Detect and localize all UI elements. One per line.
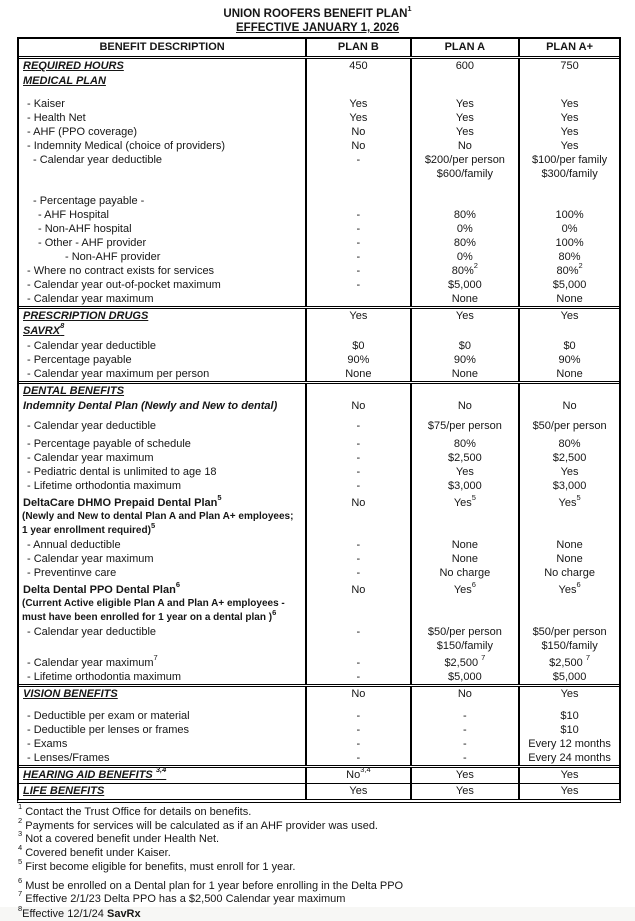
table-row (19, 684, 619, 702)
cell-plan-b: - (305, 451, 409, 465)
cell-plan-a-plus: Yes (518, 687, 619, 702)
cell-plan-b: - (305, 737, 409, 751)
table-row (19, 451, 619, 465)
cell-plan-a: Yes$^5$ (410, 496, 519, 510)
spacer-cell (518, 181, 619, 194)
table-row (19, 566, 619, 580)
cell-plan-b: No (305, 125, 409, 139)
cell-plan-b (305, 524, 409, 538)
spacer-cell (19, 702, 305, 709)
row-label: 1 year enrollment required)$^5$ (19, 524, 305, 538)
spacer-row (19, 702, 619, 709)
table-row (19, 524, 619, 538)
cell-plan-b: None (305, 367, 409, 381)
cell-plan-b (305, 74, 409, 89)
cell-plan-a-plus: $5,000 (518, 670, 619, 684)
cell-plan-a-plus: None (518, 292, 619, 306)
table-row (19, 611, 619, 625)
page-subtitle: EFFECTIVE JANUARY 1, 2026 (0, 21, 635, 35)
cell-plan-b: - (305, 479, 409, 493)
table-row (19, 194, 619, 208)
table-row (19, 419, 619, 433)
cell-plan-b (305, 611, 409, 625)
cell-plan-b (305, 597, 409, 611)
cell-plan-a-plus: 100% (518, 208, 619, 222)
row-label: HEARING AID BENEFITS $^{3,4}$ (19, 768, 305, 783)
cell-plan-a-plus: $5,000 (518, 278, 619, 292)
cell-plan-a-plus: None (518, 552, 619, 566)
cell-plan-a-plus (518, 194, 619, 208)
footnote: $^1$ Contact the Trust Office for details on benefits. (18, 806, 635, 820)
cell-plan-b: - (305, 437, 409, 451)
cell-plan-b: Yes (305, 97, 409, 111)
table-body (19, 59, 619, 799)
cell-plan-b (305, 384, 409, 399)
cell-plan-a: $2,500 (410, 451, 519, 465)
row-label: - Preventinve care (19, 566, 305, 580)
cell-plan-b: - (305, 670, 409, 684)
cell-plan-a (410, 597, 519, 611)
table-row (19, 222, 619, 236)
cell-plan-a-plus: $50/per person $150/family (518, 625, 619, 653)
row-label: - Exams (19, 737, 305, 751)
row-label: Delta Dental PPO Dental Plan$^6$ (19, 583, 305, 597)
cell-plan-a: - (410, 723, 519, 737)
cell-plan-b: No (305, 139, 409, 153)
row-label: - Annual deductible (19, 538, 305, 552)
row-label: - Calendar year maximum (19, 552, 305, 566)
spacer-cell (410, 702, 519, 709)
cell-plan-a: Yes (410, 125, 519, 139)
table-row (19, 292, 619, 306)
cell-plan-a: No (410, 139, 519, 153)
cell-plan-a-plus: $10 (518, 723, 619, 737)
row-label: (Newly and New to dental Plan A and Plan A+ employees; (19, 510, 305, 524)
table-row (19, 751, 619, 765)
table-row (19, 125, 619, 139)
row-label: - Calendar year out-of-pocket maximum (19, 278, 305, 292)
cell-plan-a (410, 194, 519, 208)
row-label: - Percentage payable - (19, 194, 305, 208)
cell-plan-b: - (305, 566, 409, 580)
cell-plan-b: - (305, 465, 409, 479)
cell-plan-b: - (305, 236, 409, 250)
table-row (19, 250, 619, 264)
cell-plan-a: 90% (410, 353, 519, 367)
cell-plan-a: - (410, 737, 519, 751)
spacer-cell (19, 89, 305, 97)
spacer-cell (410, 181, 519, 194)
cell-plan-a-plus: $50/per person (518, 419, 619, 433)
footnote: $^5$ First become eligible for benefits, must enroll for 1 year. (18, 861, 635, 875)
row-label: - Lifetime orthodontia maximum (19, 670, 305, 684)
table-row (19, 737, 619, 751)
cell-plan-b (305, 510, 409, 524)
cell-plan-b: - (305, 222, 409, 236)
table-row (19, 339, 619, 353)
cell-plan-a-plus: Yes (518, 309, 619, 324)
cell-plan-b: - (305, 552, 409, 566)
cell-plan-a: $200/per person $600/family (410, 153, 519, 181)
table-row (19, 709, 619, 723)
spacer-cell (305, 181, 409, 194)
cell-plan-b: - (305, 656, 409, 670)
cell-plan-b: No (305, 399, 409, 413)
cell-plan-a: Yes (410, 465, 519, 479)
spacer-cell (518, 702, 619, 709)
table-row (19, 264, 619, 278)
row-label: - Calendar year maximum per person (19, 367, 305, 381)
table-header-row (19, 39, 619, 59)
cell-plan-a: 0% (410, 250, 519, 264)
cell-plan-a-plus (518, 524, 619, 538)
cell-plan-a: $2,500 $^7$ (410, 656, 519, 670)
table-row (19, 538, 619, 552)
table-row (19, 656, 619, 670)
table-row (19, 479, 619, 493)
row-label: Indemnity Dental Plan (Newly and New to dental) (19, 399, 305, 413)
table-row (19, 208, 619, 222)
row-label: - Calendar year maximum (19, 451, 305, 465)
cell-plan-b: - (305, 723, 409, 737)
cell-plan-a-plus: Yes (518, 768, 619, 783)
cell-plan-b: No (305, 687, 409, 702)
row-label: - Where no contract exists for services (19, 264, 305, 278)
table-row (19, 670, 619, 684)
cell-plan-a: No (410, 399, 519, 413)
cell-plan-a-plus (518, 384, 619, 399)
cell-plan-a (410, 510, 519, 524)
row-label: - Health Net (19, 111, 305, 125)
column-header-benefit-description: BENEFIT DESCRIPTION (19, 39, 305, 56)
cell-plan-b: Yes (305, 309, 409, 324)
cell-plan-a: Yes (410, 97, 519, 111)
table-row (19, 381, 619, 399)
cell-plan-a-plus: $0 (518, 339, 619, 353)
cell-plan-a: Yes (410, 768, 519, 783)
cell-plan-b: - (305, 153, 409, 181)
row-label: - Deductible per lenses or frames (19, 723, 305, 737)
table-row (19, 583, 619, 597)
cell-plan-a-plus: Yes (518, 97, 619, 111)
cell-plan-a-plus: $100/per family $300/family (518, 153, 619, 181)
cell-plan-b: - (305, 250, 409, 264)
cell-plan-a-plus: Yes (518, 784, 619, 799)
cell-plan-a: None (410, 292, 519, 306)
cell-plan-b: $0 (305, 339, 409, 353)
cell-plan-a-plus: 90% (518, 353, 619, 367)
column-header-plan-a: PLAN A (410, 39, 519, 56)
cell-plan-b: No (305, 496, 409, 510)
footnote: $^3$ Not a covered benefit under Health Net. (18, 833, 635, 847)
cell-plan-a-plus: Yes (518, 111, 619, 125)
row-label: - Calendar year deductible (19, 625, 305, 653)
row-label: MEDICAL PLAN (19, 74, 305, 89)
row-label: DENTAL BENEFITS (19, 384, 305, 399)
table-row (19, 437, 619, 451)
table-row (19, 465, 619, 479)
column-header-plan-b: PLAN B (305, 39, 409, 56)
row-label: - Lenses/Frames (19, 751, 305, 765)
cell-plan-a-plus: $3,000 (518, 479, 619, 493)
cell-plan-b: No (305, 583, 409, 597)
cell-plan-b (305, 292, 409, 306)
cell-plan-a-plus: None (518, 538, 619, 552)
cell-plan-a (410, 74, 519, 89)
cell-plan-b: No$^{3,4}$ (305, 768, 409, 783)
spacer-row (19, 89, 619, 97)
cell-plan-a-plus: 80% (518, 437, 619, 451)
cell-plan-a (410, 611, 519, 625)
cell-plan-b: - (305, 538, 409, 552)
spacer-cell (19, 181, 305, 194)
cell-plan-b (305, 194, 409, 208)
row-label: (Current Active eligible Plan A and Plan A+ employees - (19, 597, 305, 611)
table-row (19, 59, 619, 74)
spacer-cell (305, 702, 409, 709)
cell-plan-a-plus: Yes$^6$ (518, 583, 619, 597)
table-row (19, 111, 619, 125)
cell-plan-b: - (305, 264, 409, 278)
cell-plan-a-plus (518, 611, 619, 625)
cell-plan-a: None (410, 367, 519, 381)
cell-plan-a-plus: Yes (518, 125, 619, 139)
row-label: DeltaCare DHMO Prepaid Dental Plan$^5$ (19, 496, 305, 510)
row-label: must have been enrolled for 1 year on a dental plan )$^6$ (19, 611, 305, 625)
row-label: PRESCRIPTION DRUGS (19, 309, 305, 324)
cell-plan-a: $50/per person $150/family (410, 625, 519, 653)
cell-plan-a-plus: 100% (518, 236, 619, 250)
cell-plan-b: 90% (305, 353, 409, 367)
cell-plan-a-plus: 80% (518, 250, 619, 264)
cell-plan-b: - (305, 419, 409, 433)
page-title: UNION ROOFERS BENEFIT PLAN$^1$ (0, 0, 635, 21)
cell-plan-a (410, 324, 519, 339)
cell-plan-b: - (305, 751, 409, 765)
table-row (19, 353, 619, 367)
cell-plan-a-plus: 0% (518, 222, 619, 236)
cell-plan-a-plus: No (518, 399, 619, 413)
footnote: $^2$ Payments for services will be calculated as if an AHF provider was used. (18, 820, 635, 834)
row-label: REQUIRED HOURS (19, 59, 305, 74)
footnotes (18, 806, 635, 921)
cell-plan-a: Yes$^6$ (410, 583, 519, 597)
cell-plan-a: Yes (410, 309, 519, 324)
row-label: - Deductible per exam or material (19, 709, 305, 723)
spacer-row (19, 181, 619, 194)
row-label: - Calendar year maximum$^7$ (19, 656, 305, 670)
cell-plan-a: $3,000 (410, 479, 519, 493)
row-label: - Pediatric dental is unlimited to age 18 (19, 465, 305, 479)
cell-plan-a-plus: $2,500 (518, 451, 619, 465)
row-label: - AHF Hospital (19, 208, 305, 222)
cell-plan-a: 80% (410, 437, 519, 451)
cell-plan-a: Yes (410, 111, 519, 125)
table-row (19, 74, 619, 89)
row-label: VISION BENEFITS (19, 687, 305, 702)
cell-plan-a-plus: $10 (518, 709, 619, 723)
row-label: - Calendar year deductible (19, 339, 305, 353)
cell-plan-b: 450 (305, 59, 409, 74)
cell-plan-a: 80%$^2$ (410, 264, 519, 278)
cell-plan-a-plus (518, 74, 619, 89)
cell-plan-a: 80% (410, 236, 519, 250)
row-label: - AHF (PPO coverage) (19, 125, 305, 139)
cell-plan-a-plus: Every 24 months (518, 751, 619, 765)
table-row (19, 153, 619, 181)
spacer-cell (518, 89, 619, 97)
row-label: - Other - AHF provider (19, 236, 305, 250)
cell-plan-b: - (305, 278, 409, 292)
table-row (19, 236, 619, 250)
row-label: SAVRX$^8$ (19, 324, 305, 339)
table-row (19, 723, 619, 737)
cell-plan-b (305, 324, 409, 339)
spacer-cell (305, 89, 409, 97)
cell-plan-a: - (410, 751, 519, 765)
row-label: - Kaiser (19, 97, 305, 111)
cell-plan-b: - (305, 625, 409, 653)
benefits-table (17, 37, 621, 803)
cell-plan-a-plus: Every 12 months (518, 737, 619, 751)
cell-plan-a: Yes (410, 784, 519, 799)
cell-plan-b: Yes (305, 784, 409, 799)
row-label: - Lifetime orthodontia maximum (19, 479, 305, 493)
column-header-plan-a-plus: PLAN A+ (518, 39, 619, 56)
cell-plan-a: $5,000 (410, 670, 519, 684)
cell-plan-a: $5,000 (410, 278, 519, 292)
row-label: - Indemnity Medical (choice of providers) (19, 139, 305, 153)
table-row (19, 306, 619, 324)
row-label: - Calendar year deductible (19, 153, 305, 181)
cell-plan-a: None (410, 538, 519, 552)
table-row (19, 139, 619, 153)
table-row (19, 496, 619, 510)
cell-plan-a-plus (518, 324, 619, 339)
cell-plan-a (410, 524, 519, 538)
row-label: - Calendar year maximum (19, 292, 305, 306)
cell-plan-a: No (410, 687, 519, 702)
cell-plan-b: - (305, 208, 409, 222)
cell-plan-b: - (305, 709, 409, 723)
table-row (19, 597, 619, 611)
footnote: $^6$ Must be enrolled on a Dental plan for 1 year before enrolling in the Delta PPO (18, 880, 635, 894)
cell-plan-a: $75/per person (410, 419, 519, 433)
cell-plan-a-plus: Yes (518, 465, 619, 479)
cell-plan-a-plus: Yes (518, 139, 619, 153)
cell-plan-b: Yes (305, 111, 409, 125)
table-row (19, 552, 619, 566)
row-label: - Calendar year deductible (19, 419, 305, 433)
table-row (19, 367, 619, 381)
table-row (19, 783, 619, 799)
row-label: - Percentage payable of schedule (19, 437, 305, 451)
table-row (19, 97, 619, 111)
cell-plan-a-plus: 750 (518, 59, 619, 74)
table-row (19, 625, 619, 653)
footnote: $^4$ Covered benefit under Kaiser. (18, 847, 635, 861)
cell-plan-a: 80% (410, 208, 519, 222)
cell-plan-a: $0 (410, 339, 519, 353)
cell-plan-a-plus: Yes$^5$ (518, 496, 619, 510)
cell-plan-a-plus (518, 597, 619, 611)
cell-plan-a-plus: 80%$^2$ (518, 264, 619, 278)
cell-plan-a (410, 384, 519, 399)
table-row (19, 510, 619, 524)
cell-plan-a: 600 (410, 59, 519, 74)
row-label: - Non-AHF provider (19, 250, 305, 264)
footnote: $^7$ Effective 2/1/23 Delta PPO has a $2,500 Calendar year maximum (18, 893, 635, 907)
cell-plan-a-plus: $2,500 $^7$ (518, 656, 619, 670)
row-label: - Percentage payable (19, 353, 305, 367)
cell-plan-a-plus (518, 510, 619, 524)
cell-plan-a-plus: No charge (518, 566, 619, 580)
row-label: - Non-AHF hospital (19, 222, 305, 236)
table-row (19, 278, 619, 292)
cell-plan-a: - (410, 709, 519, 723)
cell-plan-a: None (410, 552, 519, 566)
table-row (19, 324, 619, 339)
cell-plan-a: 0% (410, 222, 519, 236)
spacer-cell (410, 89, 519, 97)
cell-plan-a-plus: None (518, 367, 619, 381)
row-label: LIFE BENEFITS (19, 784, 305, 799)
table-row (19, 399, 619, 413)
cell-plan-a: No charge (410, 566, 519, 580)
footnote: $^8$Effective 12/1/24 SavRx (18, 908, 635, 921)
table-row (19, 765, 619, 783)
